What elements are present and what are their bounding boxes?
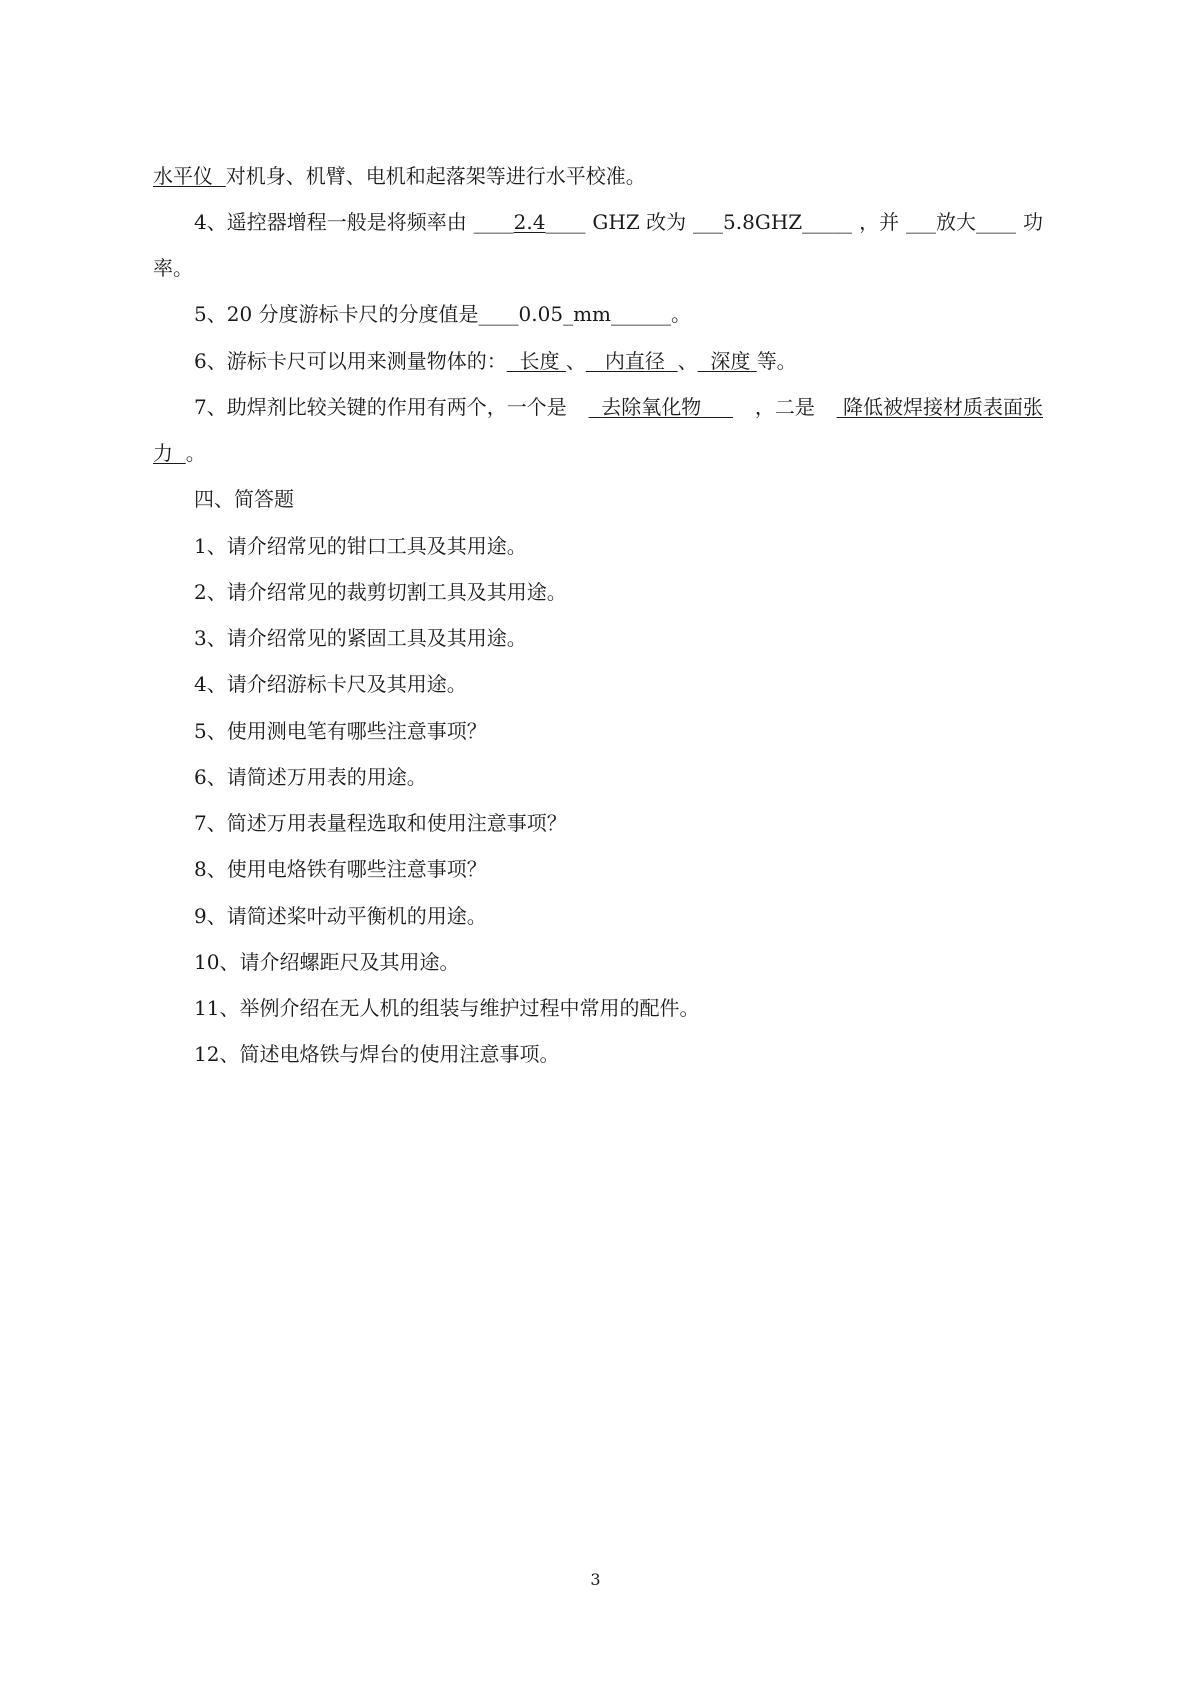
- short-question: 11、举例介绍在无人机的组装与维护过程中常用的配件。: [194, 996, 700, 1020]
- answer-blank: 2.4: [513, 210, 546, 234]
- answer-blank: 降低被焊接材质表面张: [843, 395, 1043, 419]
- short-question: 6、请简述万用表的用途。: [194, 765, 427, 789]
- answer-blank: 深度: [710, 349, 751, 373]
- short-question: 1、请介绍常见的钳口工具及其用途。: [194, 534, 527, 558]
- fill-question-6: 6、游标卡尺可以用来测量物体的： 长度 、 内直径 、 深度 等。: [194, 349, 797, 373]
- short-question: 12、简述电烙铁与焊台的使用注意事项。: [194, 1042, 560, 1066]
- section-heading: 四、简答题: [194, 487, 294, 511]
- text: 对机身、机臂、电机和起落架等进行水平校准。: [225, 164, 646, 188]
- answer-blank: 内直径: [604, 349, 665, 373]
- short-question: 2、请介绍常见的裁剪切割工具及其用途。: [194, 580, 567, 604]
- answer-blank: 长度: [519, 349, 560, 373]
- answer-blank: 水平仪: [153, 164, 213, 188]
- answer-blank: 5.8GHZ: [723, 210, 803, 234]
- fill-question-7: 7、助焊剂比较关键的作用有两个，一个是 去除氧化物 ，二是 降低被焊接材质表面张: [194, 395, 1043, 419]
- fill-question-5: 5、20 分度游标卡尺的分度值是____0.05_mm______。: [194, 302, 691, 326]
- short-question: 5、使用测电笔有哪些注意事项？: [194, 719, 487, 743]
- page-number: 3: [590, 1570, 601, 1589]
- question-text: 4、遥控器增程一般是将频率由: [194, 210, 467, 234]
- answer-blank: 力: [153, 441, 173, 465]
- answer-blank: 0.05_mm: [518, 302, 611, 326]
- fill-question-7-continued: 力 。: [153, 441, 206, 465]
- short-question: 8、使用电烙铁有哪些注意事项？: [194, 857, 487, 881]
- fill-question-4-continued: 率。: [153, 256, 193, 280]
- short-question: 7、简述万用表量程选取和使用注意事项？: [194, 811, 567, 835]
- answer-blank: 放大: [936, 210, 977, 234]
- fill-line-level-instrument: [153, 164, 646, 188]
- answer-blank: 去除氧化物: [601, 395, 702, 419]
- short-question: 3、请介绍常见的紧固工具及其用途。: [194, 626, 527, 650]
- short-question: 4、请介绍游标卡尺及其用途。: [194, 672, 467, 696]
- fill-question-4: 4、遥控器增程一般是将频率由 ____2.4____ GHZ 改为 ___5.8GHZ_____ ，并 ___放大____ 功: [194, 210, 1043, 234]
- short-question: 9、请简述桨叶动平衡机的用途。: [194, 904, 487, 928]
- short-question: 10、请介绍螺距尺及其用途。: [194, 950, 460, 974]
